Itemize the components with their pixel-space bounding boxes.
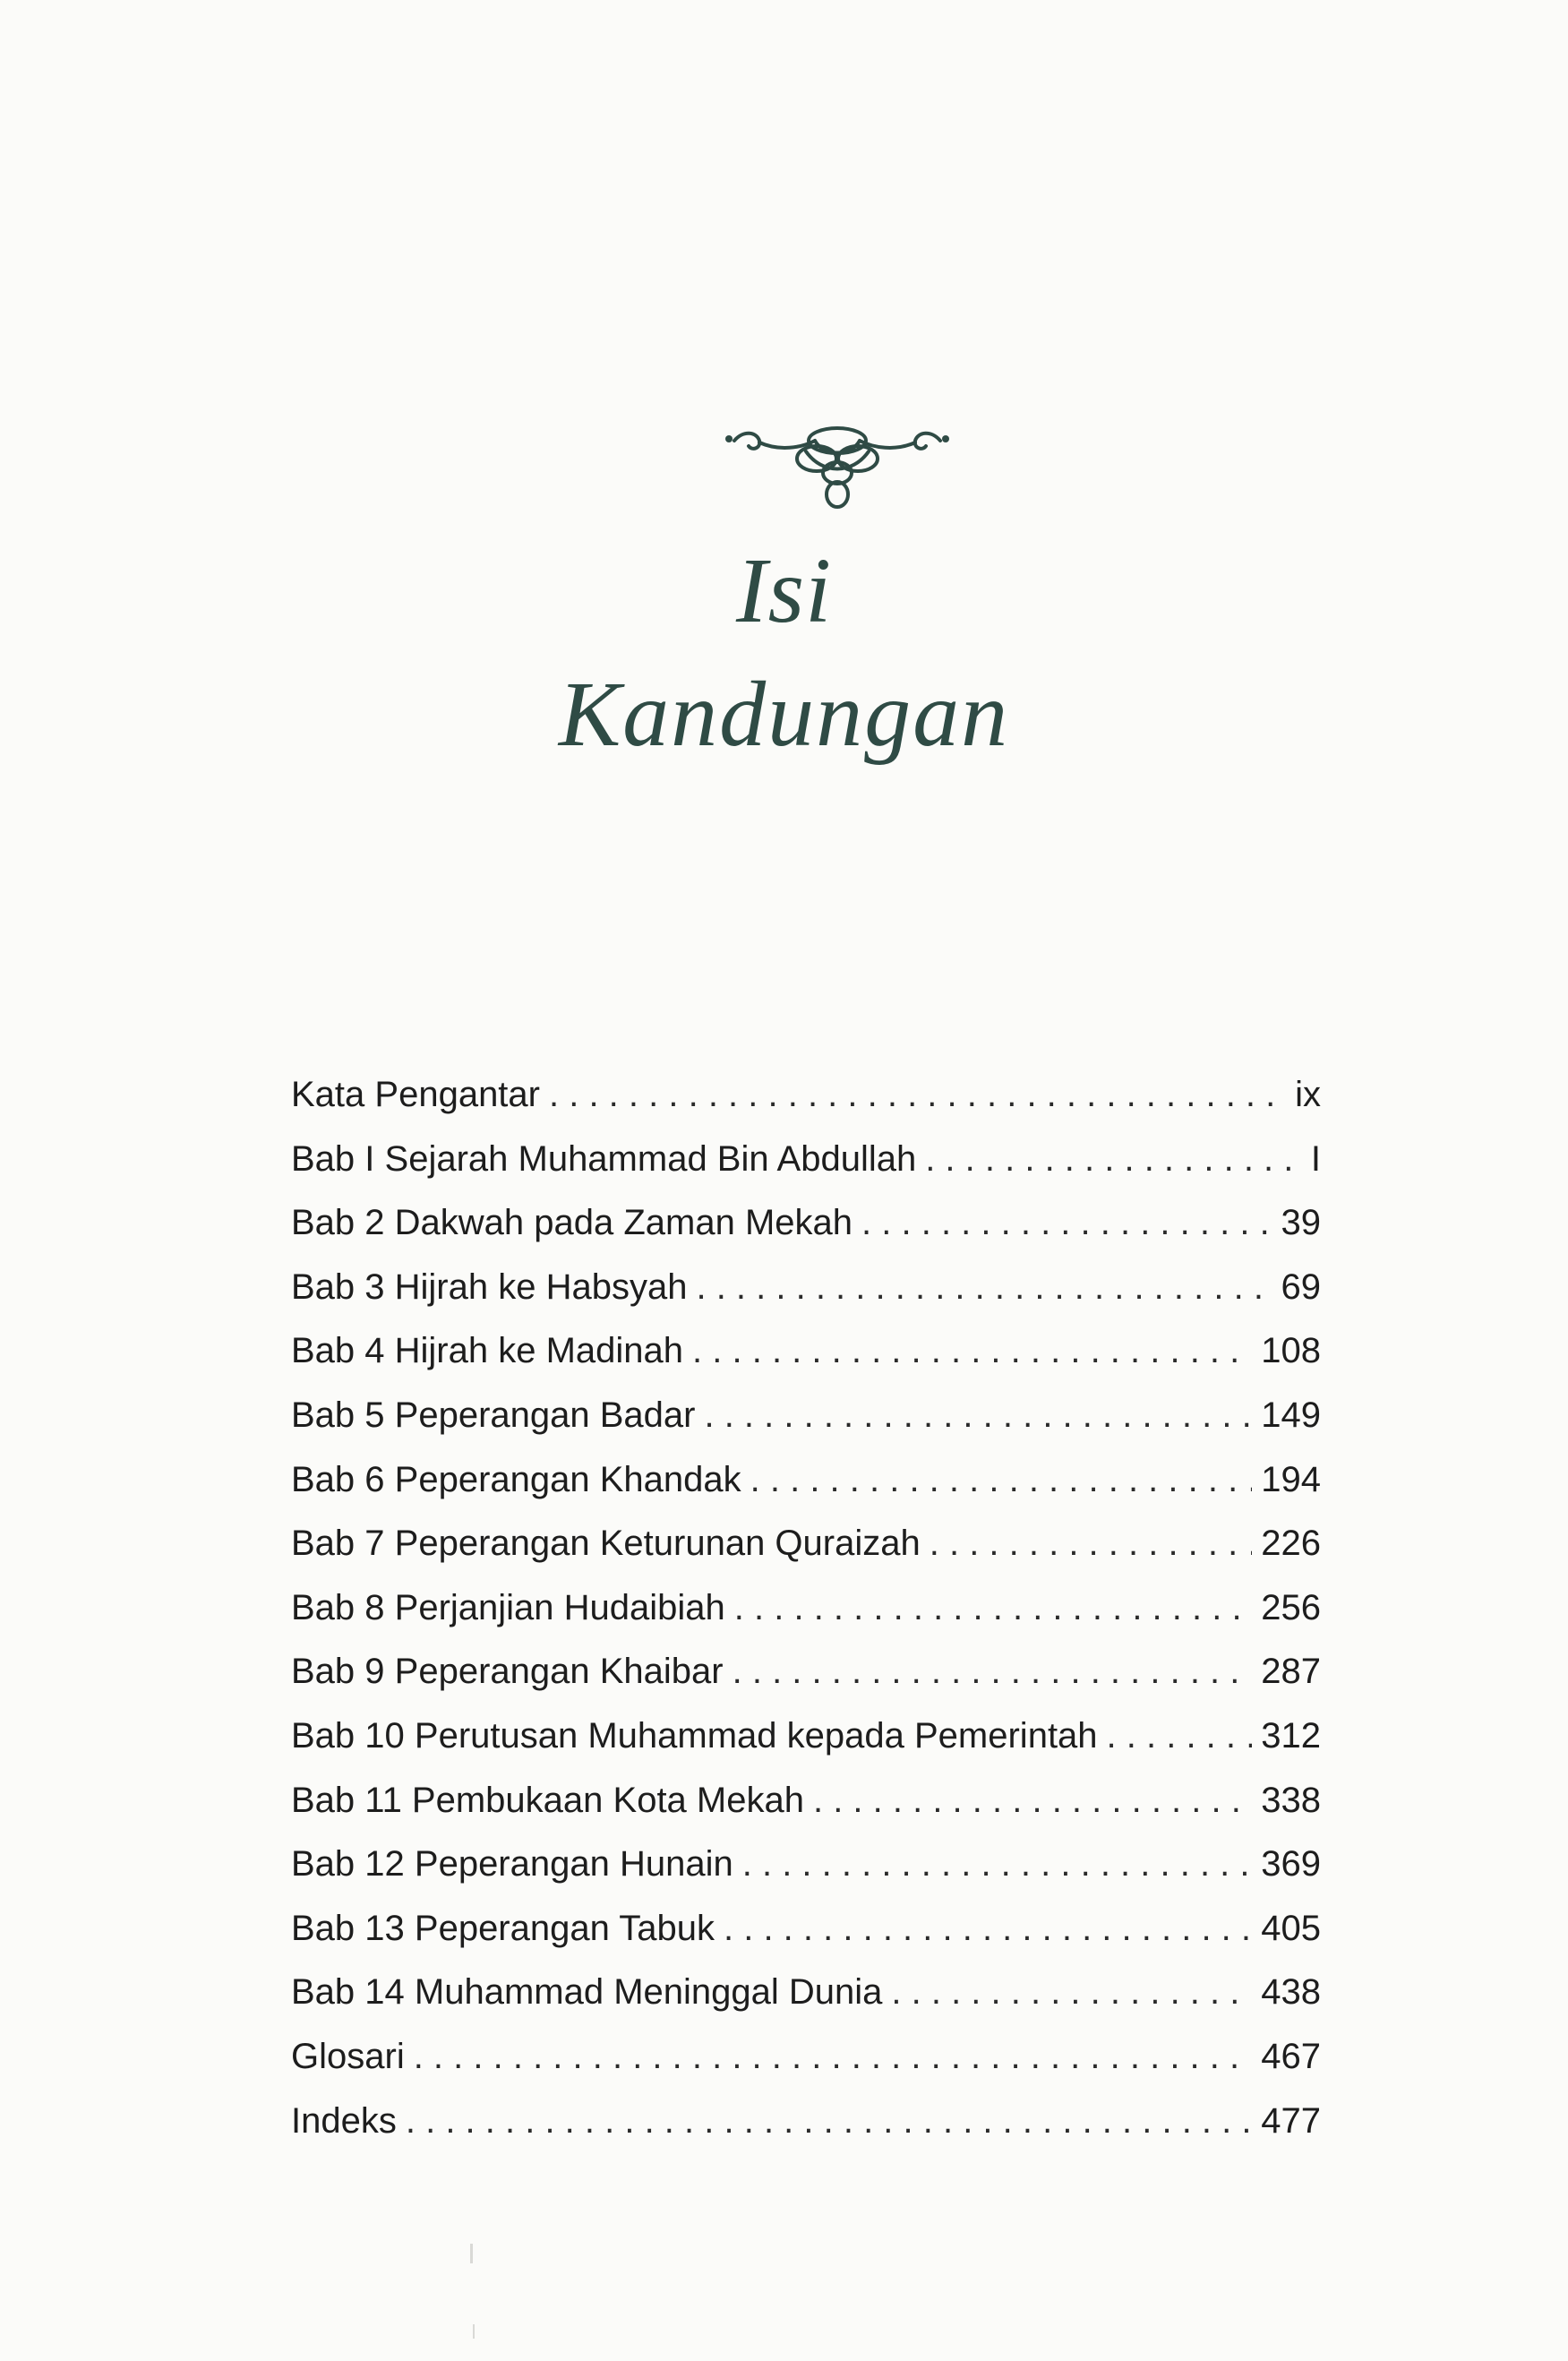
table-of-contents — [291, 1075, 1321, 2165]
toc-entry-page: 194 — [1261, 1459, 1321, 1499]
dot-leader — [930, 1524, 1253, 1564]
page-title-line-1: Isi — [736, 539, 832, 642]
toc-entry[interactable] — [291, 2037, 1321, 2101]
dot-leader — [1107, 1716, 1253, 1756]
toc-entry-title: Bab 8 Perjanjian Hudaibiah — [291, 1587, 725, 1627]
dot-leader — [742, 1844, 1253, 1885]
toc-entry[interactable] — [291, 1139, 1321, 1204]
toc-entry[interactable] — [291, 1267, 1321, 1332]
dot-leader — [406, 2101, 1252, 2142]
toc-entry[interactable] — [291, 1331, 1321, 1395]
dot-leader — [813, 1781, 1252, 1821]
toc-entry[interactable] — [291, 1844, 1321, 1909]
toc-entry-title: Bab 6 Peperangan Khandak — [291, 1459, 741, 1499]
dot-leader — [925, 1139, 1302, 1180]
toc-entry-title: Bab 7 Peperangan Keturunan Quraizah — [291, 1524, 921, 1564]
toc-entry[interactable] — [291, 1203, 1321, 1267]
toc-entry-title: Glosari — [291, 2036, 405, 2076]
toc-entry-title: Bab 10 Perutusan Muhammad kepada Pemerintah — [291, 1715, 1098, 1756]
toc-entry-page: 287 — [1261, 1652, 1321, 1692]
toc-entry[interactable] — [291, 1716, 1321, 1781]
toc-entry-title: Bab 2 Dakwah pada Zaman Mekah — [291, 1203, 853, 1243]
toc-entry-title: Bab 11 Pembukaan Kota Mekah — [291, 1780, 804, 1820]
scan-mark — [473, 2324, 475, 2339]
toc-entry[interactable] — [291, 1652, 1321, 1716]
toc-entry-page: 39 — [1281, 1203, 1321, 1243]
dot-leader — [704, 1395, 1252, 1436]
toc-entry[interactable] — [291, 1972, 1321, 2037]
dot-leader — [724, 1909, 1252, 1949]
toc-entry-title: Bab 12 Peperangan Hunain — [291, 1844, 733, 1885]
toc-entry-title: Bab 3 Hijrah ke Habsyah — [291, 1266, 688, 1307]
toc-entry[interactable] — [291, 1075, 1321, 1139]
toc-entry-title: Kata Pengantar — [291, 1075, 540, 1114]
toc-entry-page: 338 — [1261, 1780, 1321, 1820]
toc-entry-page: 226 — [1261, 1524, 1321, 1564]
toc-entry-page: I — [1310, 1138, 1321, 1179]
toc-entry-title: Bab I Sejarah Muhammad Bin Abdullah — [291, 1138, 917, 1179]
toc-entry-title: Indeks — [291, 2100, 397, 2141]
toc-entry-page: 369 — [1261, 1844, 1321, 1885]
dot-leader — [414, 2037, 1253, 2077]
toc-entry[interactable] — [291, 1524, 1321, 1588]
toc-entry-title: Bab 13 Peperangan Tabuk — [291, 1908, 715, 1948]
page-title-line-2: Kandungan — [558, 663, 1010, 766]
toc-entry-title: Bab 14 Muhammad Meninggal Dunia — [291, 1972, 883, 2013]
dot-leader — [861, 1203, 1272, 1243]
toc-entry-page: 405 — [1261, 1908, 1321, 1948]
toc-entry[interactable] — [291, 1588, 1321, 1653]
toc-entry-page: 477 — [1261, 2100, 1321, 2141]
toc-entry[interactable] — [291, 1460, 1321, 1524]
toc-entry[interactable] — [291, 2101, 1321, 2166]
toc-entry-page: 108 — [1261, 1331, 1321, 1371]
toc-entry[interactable] — [291, 1395, 1321, 1460]
toc-entry-title: Bab 9 Peperangan Khaibar — [291, 1652, 724, 1692]
toc-entry-page: 149 — [1261, 1395, 1321, 1435]
toc-entry-title: Bab 5 Peperangan Badar — [291, 1395, 696, 1435]
dot-leader — [734, 1588, 1252, 1628]
dot-leader — [750, 1460, 1253, 1500]
flourish-ornament-icon — [716, 421, 958, 519]
toc-entry-page: 256 — [1261, 1587, 1321, 1627]
toc-entry-page: 467 — [1261, 2036, 1321, 2076]
toc-entry-page: 312 — [1261, 1715, 1321, 1756]
toc-entry-page: 69 — [1281, 1266, 1321, 1307]
toc-entry[interactable] — [291, 1781, 1321, 1845]
dot-leader — [891, 1972, 1252, 2013]
dot-leader — [733, 1652, 1253, 1692]
dot-leader — [549, 1075, 1286, 1115]
toc-entry[interactable] — [291, 1909, 1321, 1973]
scan-mark — [470, 2244, 473, 2263]
toc-entry-page: ix — [1295, 1075, 1321, 1114]
dot-leader — [696, 1267, 1272, 1308]
toc-entry-title: Bab 4 Hijrah ke Madinah — [291, 1331, 684, 1371]
dot-leader — [692, 1331, 1252, 1371]
toc-entry-page: 438 — [1261, 1972, 1321, 2013]
